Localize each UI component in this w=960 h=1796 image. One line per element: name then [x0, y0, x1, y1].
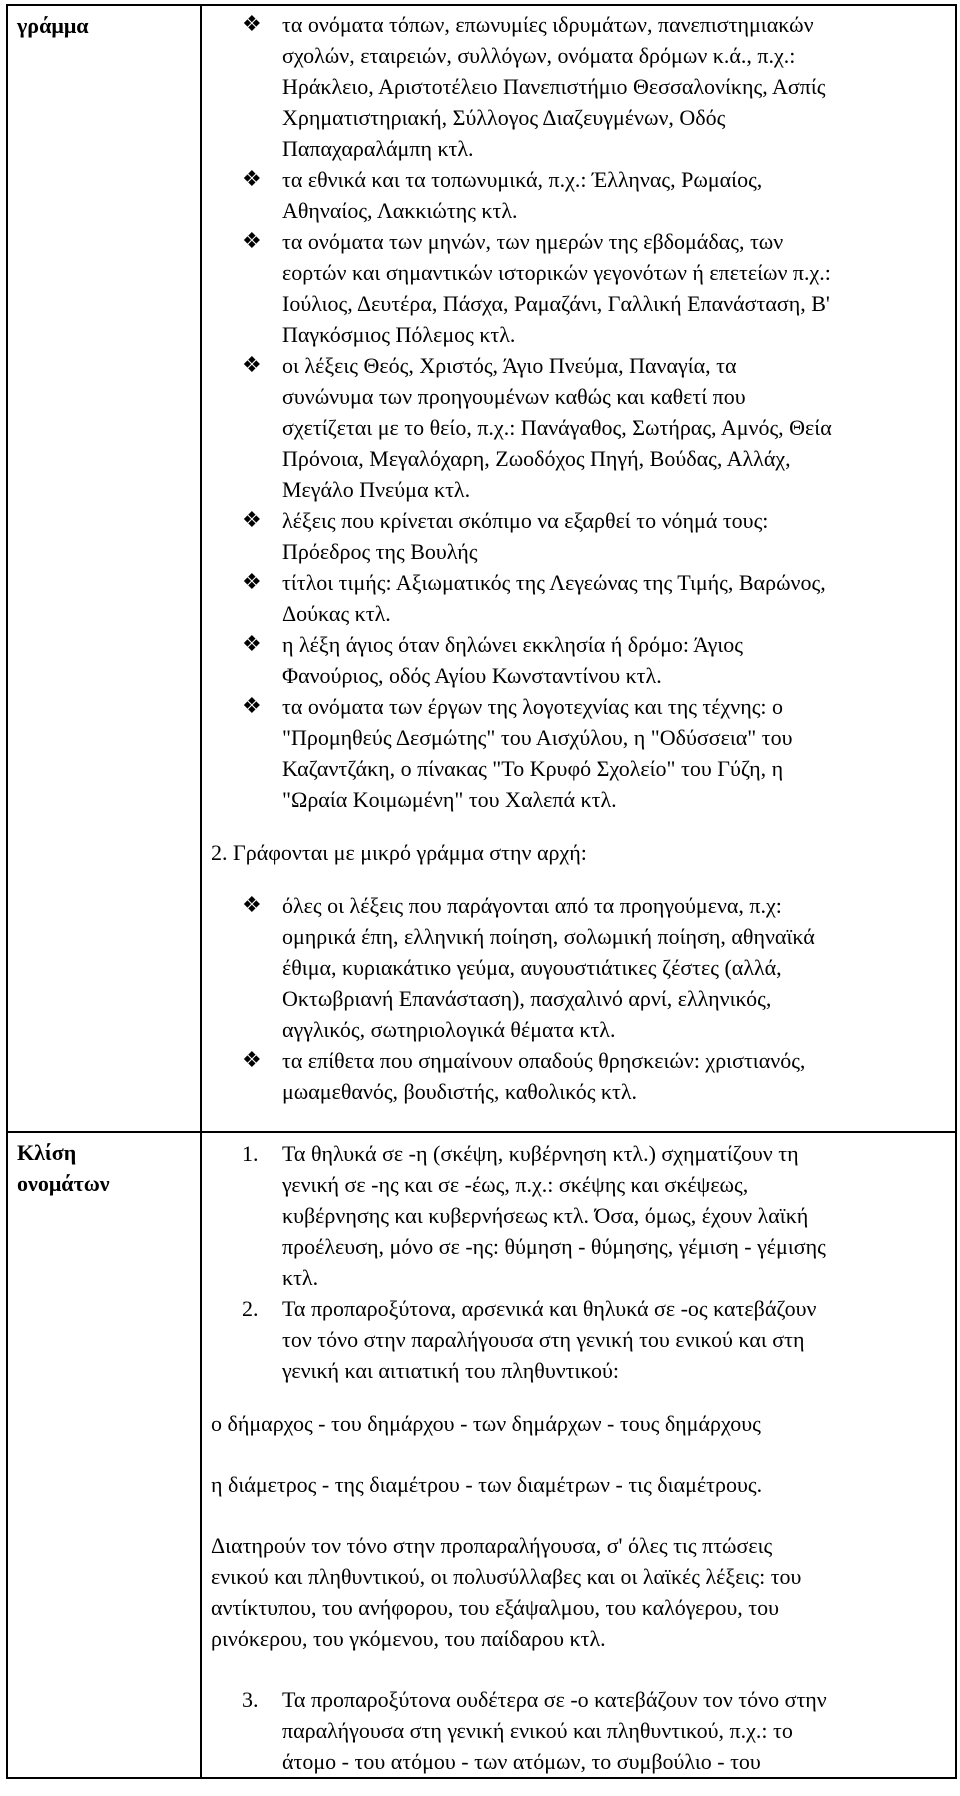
list-item-line: Φανούριος, οδός Αγίου Κωνσταντίνου κτλ.	[282, 663, 662, 688]
numbered-item-line: άτομο - του ατόμου - των ατόμων, το συμβούλιο - του	[282, 1749, 761, 1774]
numbered-item	[202, 1138, 955, 1293]
list-item-line: "Προμηθεύς Δεσμώτης" του Αισχύλου, η "Οδύσσεια" του	[282, 725, 793, 750]
paragraph-line: αντίκτυπου, του ανήφορου, του εξάψαλμου, του καλόγερου, του	[211, 1595, 779, 1620]
diamond-bullet-icon: ❖	[242, 353, 262, 378]
paragraph-line: ρινόκερου, του γκόμενου, του παίδαρου κτλ.	[211, 1626, 606, 1651]
item-number: 3.	[242, 1687, 259, 1712]
numbered-item	[202, 1684, 955, 1777]
row-label: γράμμα	[17, 13, 89, 38]
numbered-item-line: γενική σε -ης και σε -έως, π.χ.: σκέψης και σκέψεως,	[282, 1172, 749, 1197]
numbered-item-line: κυβέρνησης και κυβερνήσεως κτλ. Όσα, όμως, έχουν λαϊκή	[282, 1203, 809, 1228]
list-item-line: Παπαχαραλάμπη κτλ.	[282, 136, 474, 161]
row-label-line: ονομάτων	[17, 1171, 110, 1196]
list-item	[202, 505, 955, 567]
diamond-bullet-icon: ❖	[242, 694, 262, 719]
list-item	[202, 691, 955, 815]
numbered-item-line: κτλ.	[282, 1265, 319, 1290]
row-content-cell	[201, 5, 956, 1132]
list-item-line: Μεγάλο Πνεύμα κτλ.	[282, 477, 471, 502]
row-content-cell	[201, 1132, 956, 1778]
lowercase-rules-list	[202, 890, 955, 1107]
diamond-bullet-icon: ❖	[242, 508, 262, 533]
list-item-line: "Ωραία Κοιμωμένη" του Χαλεπά κτλ.	[282, 787, 617, 812]
numbered-item-line: Τα θηλυκά σε -η (σκέψη, κυβέρνηση κτλ.) σχηματίζουν τη	[282, 1141, 799, 1166]
list-item	[202, 350, 955, 505]
item-number: 2.	[242, 1296, 259, 1321]
numbered-item	[202, 1293, 955, 1386]
stress-retention-paragraph	[202, 1530, 955, 1654]
list-item-line: Παγκόσμιος Πόλεμος κτλ.	[282, 322, 516, 347]
list-item-line: εορτών και σημαντικών ιστορικών γεγονότων ή επετείων π.χ.:	[282, 260, 831, 285]
list-item	[202, 226, 955, 350]
numbered-item-line: Τα προπαροξύτονα, αρσενικά και θηλυκά σε -ος κατεβάζουν	[282, 1296, 817, 1321]
list-item	[202, 890, 955, 1045]
list-item-line: τα εθνικά και τα τοπωνυμικά, π.χ.: Έλληνας, Ρωμαίος,	[282, 167, 763, 192]
row-label-cell	[7, 1132, 201, 1778]
list-item-line: Αθηναίος, Λακκιώτης κτλ.	[282, 198, 518, 223]
list-item-line: Οκτωβριανή Επανάσταση), πασχαλινό αρνί, ελληνικός,	[282, 986, 772, 1011]
capital-rules-list	[202, 9, 955, 815]
declension-rules-list-continued	[202, 1684, 955, 1777]
diamond-bullet-icon: ❖	[242, 570, 262, 595]
list-item-line: σχολών, εταιρειών, συλλόγων, ονόματα δρόμων κ.ά., π.χ.:	[282, 43, 796, 68]
list-item-line: Δούκας κτλ.	[282, 601, 391, 626]
paragraph-line: Διατηρούν τον τόνο στην προπαραλήγουσα, σ' όλες τις πτώσεις	[211, 1533, 773, 1558]
list-item-line: ομηρικά έπη, ελληνική ποίηση, σολωμική ποίηση, αθηναϊκά	[282, 924, 815, 949]
numbered-item-line: γενική και αιτιατική του πληθυντικού:	[282, 1358, 620, 1383]
list-item-line: αγγλικός, σωτηριολογικά θέματα κτλ.	[282, 1017, 616, 1042]
list-item-line: συνώνυμα των προηγουμένων καθώς και καθετί που	[282, 384, 746, 409]
numbered-item-line: τον τόνο στην παραλήγουσα στη γενική του ενικού και στη	[282, 1327, 805, 1352]
example-line: η διάμετρος - της διαμέτρου - των διαμέτρων - τις διαμέτρους.	[211, 1472, 763, 1497]
numbered-item-line: παραλήγουσα στη γενική ενικού και πληθυντικού, π.χ.: το	[282, 1718, 793, 1743]
list-item-line: Πρόνοια, Μεγαλόχαρη, Ζωοδόχος Πηγή, Βούδας, Αλλάχ,	[282, 446, 791, 471]
list-item-line: έθιμα, κυριακάτικο γεύμα, αυγουστιάτικες ζέστες (αλλά,	[282, 955, 782, 980]
list-item-line: τα ονόματα των έργων της λογοτεχνίας και της τέχνης: ο	[282, 694, 784, 719]
item-number: 1.	[242, 1141, 259, 1166]
lowercase-heading: 2. Γράφονται με μικρό γράμμα στην αρχή:	[211, 840, 587, 865]
list-item-line: τα ονόματα των μηνών, των ημερών της εβδομάδας, των	[282, 229, 784, 254]
declension-rules-list	[202, 1138, 955, 1386]
list-item-line: Ιούλιος, Δευτέρα, Πάσχα, Ραμαζάνι, Γαλλική Επανάσταση, Β'	[282, 291, 830, 316]
numbered-item-line: Τα προπαροξύτονα ουδέτερα σε -ο κατεβάζουν τον τόνο στην	[282, 1687, 827, 1712]
list-item-line: λέξεις που κρίνεται σκόπιμο να εξαρθεί το νόημά τους:	[282, 508, 769, 533]
list-item-line: Ηράκλειο, Αριστοτέλειο Πανεπιστήμιο Θεσσαλονίκης, Ασπίς	[282, 74, 826, 99]
list-item-line: τίτλοι τιμής: Αξιωματικός της Λεγεώνας της Τιμής, Βαρώνος,	[282, 570, 826, 595]
list-item-line: τα ονόματα τόπων, επωνυμίες ιδρυμάτων, πανεπιστημιακών	[282, 12, 814, 37]
list-item-line: Πρόεδρος της Βουλής	[282, 539, 478, 564]
list-item-line: σχετίζεται με το θείο, π.χ.: Πανάγαθος, Σωτήρας, Αμνός, Θεία	[282, 415, 832, 440]
row-label-cell	[7, 5, 201, 1132]
diamond-bullet-icon: ❖	[242, 167, 262, 192]
list-item	[202, 567, 955, 629]
numbered-item-line: προέλευση, μόνο σε -ης: θύμηση - θύμησης, γέμιση - γέμισης	[282, 1234, 826, 1259]
diamond-bullet-icon: ❖	[242, 893, 262, 918]
list-item-line: μωαμεθανός, βουδιστής, καθολικός κτλ.	[282, 1079, 638, 1104]
diamond-bullet-icon: ❖	[242, 229, 262, 254]
table-row-declension	[7, 1132, 956, 1778]
example-line: ο δήμαρχος - του δημάρχου - των δημάρχων - τους δημάρχους	[211, 1411, 761, 1436]
row-label-line: Κλίση	[17, 1140, 77, 1165]
list-item	[202, 164, 955, 226]
list-item	[202, 1045, 955, 1107]
table-row-capitals	[7, 5, 956, 1132]
diamond-bullet-icon: ❖	[242, 12, 262, 37]
list-item-line: Χρηματιστηριακή, Σύλλογος Διαζευγμένων, Οδός	[282, 105, 726, 130]
diamond-bullet-icon: ❖	[242, 1048, 262, 1073]
list-item-line: Καζαντζάκη, ο πίνακας "Το Κρυφό Σχολείο" του Γύζη, η	[282, 756, 784, 781]
list-item	[202, 9, 955, 164]
list-item-line: η λέξη άγιος όταν δηλώνει εκκλησία ή δρόμο: Άγιος	[282, 632, 744, 657]
list-item-line: τα επίθετα που σημαίνουν οπαδούς θρησκειών: χριστιανός,	[282, 1048, 806, 1073]
grammar-table	[6, 4, 957, 1779]
paragraph-line: ενικού και πληθυντικού, οι πολυσύλλαβες και οι λαϊκές λέξεις: του	[211, 1564, 802, 1589]
list-item-line: όλες οι λέξεις που παράγονται από τα προηγούμενα, π.χ:	[282, 893, 782, 918]
list-item-line: οι λέξεις Θεός, Χριστός, Άγιο Πνεύμα, Παναγία, τα	[282, 353, 737, 378]
list-item	[202, 629, 955, 691]
diamond-bullet-icon: ❖	[242, 632, 262, 657]
